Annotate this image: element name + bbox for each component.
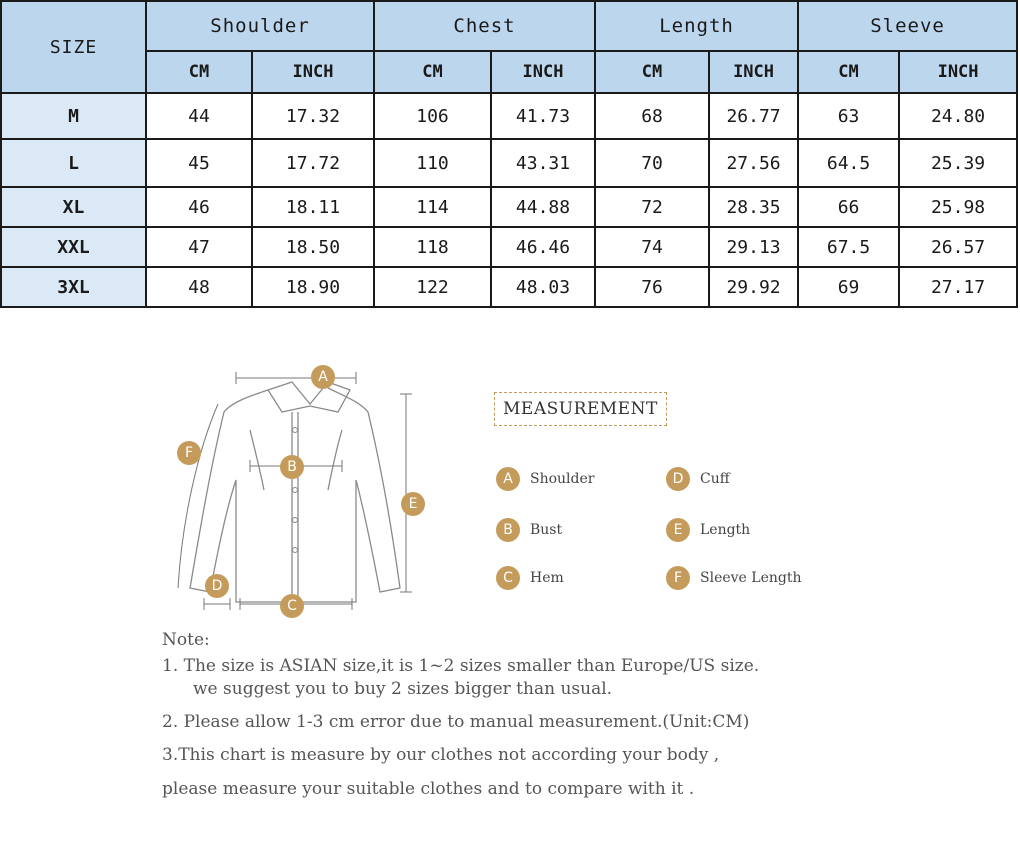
- table-cell: 18.90: [252, 267, 374, 307]
- table-row: [1, 187, 1017, 227]
- table-cell: 48: [146, 267, 252, 307]
- shirt-outline-icon: [160, 360, 450, 620]
- note-line: we suggest you to buy 2 sizes bigger than usual.: [193, 679, 613, 699]
- size-header: SIZE: [1, 1, 146, 93]
- table-cell: 74: [595, 227, 709, 267]
- unit-header: INCH: [709, 51, 798, 93]
- marker-f-badge: F: [177, 441, 201, 465]
- unit-header: INCH: [491, 51, 595, 93]
- legend-item-hem: [496, 566, 564, 590]
- table-cell: 44: [146, 93, 252, 139]
- group-chest: Chest: [374, 1, 595, 51]
- measurement-title: MEASUREMENT: [494, 392, 667, 426]
- table-cell: 67.5: [798, 227, 899, 267]
- legend-badge: D: [666, 467, 690, 491]
- shirt-diagram: [160, 360, 450, 620]
- table-cell: 27.56: [709, 139, 798, 187]
- legend-label: Bust: [530, 522, 563, 538]
- legend-label: Sleeve Length: [700, 570, 802, 586]
- legend-badge: A: [496, 467, 520, 491]
- table-cell: 45: [146, 139, 252, 187]
- unit-header: CM: [374, 51, 491, 93]
- legend-label: Shoulder: [530, 471, 595, 487]
- table-cell: 26.77: [709, 93, 798, 139]
- row-size-label: XXL: [1, 227, 146, 267]
- table-cell: 122: [374, 267, 491, 307]
- table-row: [1, 267, 1017, 307]
- group-sleeve: Sleeve: [798, 1, 1017, 51]
- table-cell: 76: [595, 267, 709, 307]
- table-cell: 44.88: [491, 187, 595, 227]
- marker-a-badge: A: [311, 365, 335, 389]
- marker-b-badge: B: [280, 455, 304, 479]
- notes-title: Note:: [162, 630, 210, 650]
- table-cell: 26.57: [899, 227, 1017, 267]
- table-cell: 66: [798, 187, 899, 227]
- table-row: [1, 139, 1017, 187]
- table-cell: 114: [374, 187, 491, 227]
- legend-badge: F: [666, 566, 690, 590]
- unit-header: INCH: [899, 51, 1017, 93]
- row-size-label: XL: [1, 187, 146, 227]
- legend-item-bust: [496, 518, 562, 542]
- table-row: [1, 227, 1017, 267]
- table-cell: 48.03: [491, 267, 595, 307]
- table-cell: 69: [798, 267, 899, 307]
- marker-d-badge: D: [205, 574, 229, 598]
- table-cell: 25.98: [899, 187, 1017, 227]
- group-shoulder: Shoulder: [146, 1, 374, 51]
- table-cell: 64.5: [798, 139, 899, 187]
- unit-header: CM: [595, 51, 709, 93]
- legend-item-length: [666, 518, 750, 542]
- unit-header: CM: [146, 51, 252, 93]
- legend-badge: B: [496, 518, 520, 542]
- legend-label: Hem: [530, 570, 564, 586]
- legend-label: Cuff: [700, 471, 730, 487]
- table-cell: 63: [798, 93, 899, 139]
- table-cell: 47: [146, 227, 252, 267]
- legend-item-sleeve-length: [666, 566, 802, 590]
- table-cell: 17.32: [252, 93, 374, 139]
- note-line: 2. Please allow 1-3 cm error due to manual measurement.(Unit:CM): [162, 712, 750, 732]
- table-cell: 17.72: [252, 139, 374, 187]
- row-size-label: 3XL: [1, 267, 146, 307]
- table-cell: 70: [595, 139, 709, 187]
- table-cell: 46.46: [491, 227, 595, 267]
- unit-header: INCH: [252, 51, 374, 93]
- legend-item-cuff: [666, 467, 730, 491]
- unit-header: CM: [798, 51, 899, 93]
- legend-badge: E: [666, 518, 690, 542]
- table-cell: 106: [374, 93, 491, 139]
- note-line: please measure your suitable clothes and to compare with it .: [162, 779, 695, 799]
- table-cell: 72: [595, 187, 709, 227]
- marker-c-badge: C: [280, 594, 304, 618]
- table-cell: 28.35: [709, 187, 798, 227]
- row-size-label: M: [1, 93, 146, 139]
- table-cell: 27.17: [899, 267, 1017, 307]
- table-cell: 118: [374, 227, 491, 267]
- table-cell: 46: [146, 187, 252, 227]
- size-chart-table: [0, 0, 1018, 308]
- group-length: Length: [595, 1, 798, 51]
- table-cell: 24.80: [899, 93, 1017, 139]
- note-line: 1. The size is ASIAN size,it is 1~2 sizes smaller than Europe/US size.: [162, 656, 760, 676]
- legend-badge: C: [496, 566, 520, 590]
- table-cell: 43.31: [491, 139, 595, 187]
- table-cell: 68: [595, 93, 709, 139]
- legend-item-shoulder: [496, 467, 594, 491]
- legend-label: Length: [700, 522, 751, 538]
- table-cell: 29.92: [709, 267, 798, 307]
- table-cell: 25.39: [899, 139, 1017, 187]
- table-cell: 18.50: [252, 227, 374, 267]
- note-line: 3.This chart is measure by our clothes not according your body ,: [162, 745, 720, 765]
- table-cell: 41.73: [491, 93, 595, 139]
- table-cell: 110: [374, 139, 491, 187]
- table-row: [1, 93, 1017, 139]
- row-size-label: L: [1, 139, 146, 187]
- table-cell: 29.13: [709, 227, 798, 267]
- table-cell: 18.11: [252, 187, 374, 227]
- marker-e-badge: E: [401, 492, 425, 516]
